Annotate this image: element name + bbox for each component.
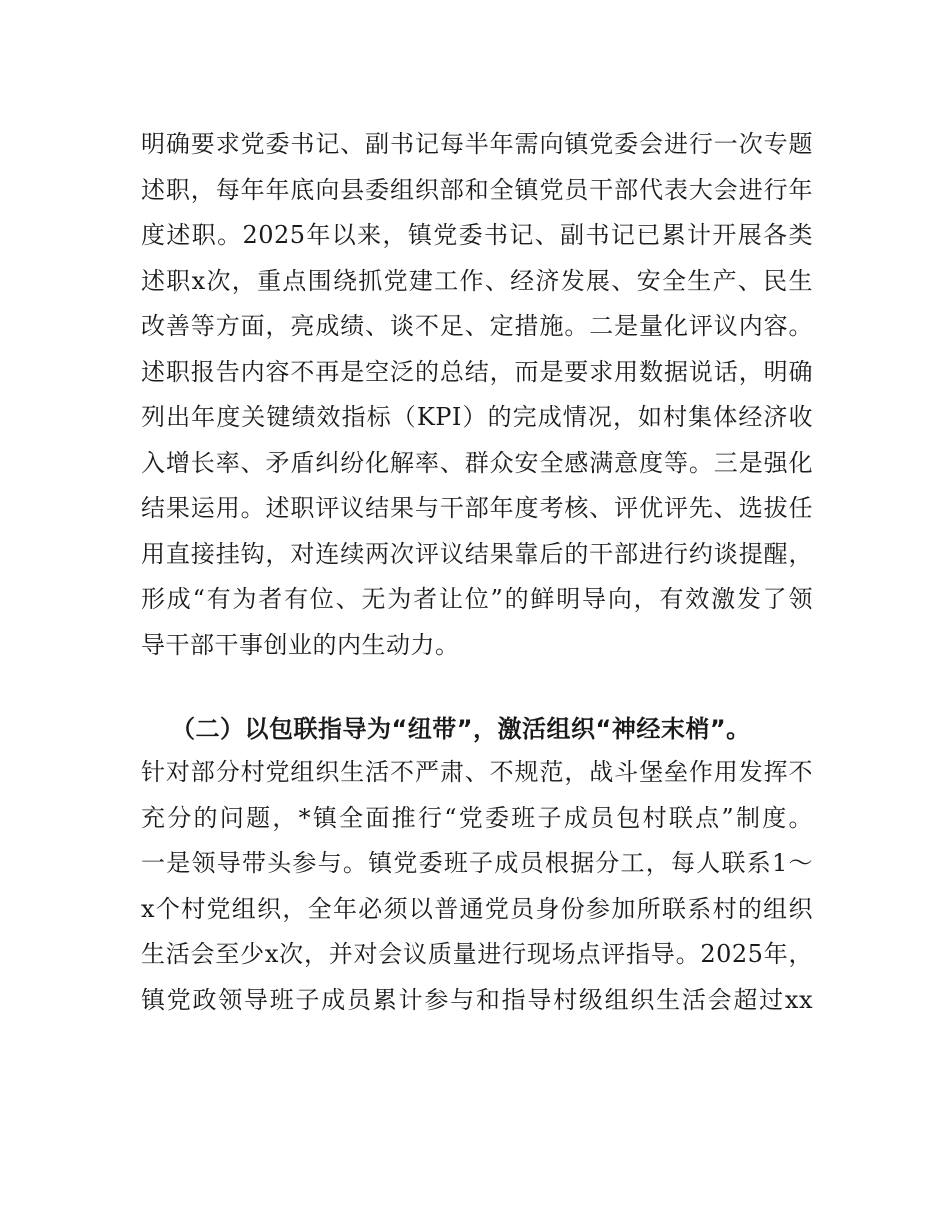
text-line: 导干部干事创业的内生动力。	[141, 630, 460, 659]
text-line: 结果运用。述职评议结果与干部年度考核、评优评先、选拔任	[141, 494, 813, 522]
text-line: 用直接挂钩，对连续两次评议结果靠后的干部进行约谈提醒，	[141, 539, 813, 568]
text-line: 度述职。2025年以来，镇党委书记、副书记已累计开展各类	[141, 221, 813, 249]
text-line: 生活会至少x次，并对会议质量进行现场点评指导。2025年，	[141, 940, 813, 968]
text-line: 入增长率、矛盾纠纷化解率、群众安全感满意度等。三是强化	[141, 448, 813, 477]
text-line: 形成“有为者有位、无为者让位”的鲜明导向，有效激发了领	[141, 585, 813, 613]
text-line: x个村党组织，全年必须以普通党员身份参加所联系村的组织	[141, 894, 813, 923]
text-line: 述职x次，重点围绕抓党建工作、经济发展、安全生产、民生	[141, 266, 813, 295]
text-line: 述职，每年年底向县委组织部和全镇党员干部代表大会进行年	[141, 175, 813, 204]
paragraph-1	[141, 122, 813, 668]
text-line: 充分的问题，*镇全面推行“党委班子成员包村联点”制度。	[141, 803, 813, 832]
section-heading: （二）以包联指导为“纽带”，激活组织“神经末梢”。	[171, 715, 751, 743]
paragraph-2	[141, 750, 813, 1023]
text-line: 列出年度关键绩效指标（KPI）的完成情况，如村集体经济收	[141, 403, 813, 431]
text-line: 明确要求党委书记、副书记每半年需向镇党委会进行一次专题	[141, 130, 813, 158]
section-2-heading-block	[141, 706, 813, 752]
text-line: 针对部分村党组织生活不严肃、不规范，战斗堡垒作用发挥不	[141, 758, 813, 786]
text-line: 镇党政领导班子成员累计参与和指导村级组织生活会超过xx	[141, 985, 813, 1014]
text-line: 改善等方面，亮成绩、谈不足、定措施。二是量化评议内容。	[141, 312, 813, 340]
text-line: 一是领导带头参与。镇党委班子成员根据分工，每人联系1～	[141, 849, 813, 877]
text-line: 述职报告内容不再是空泛的总结，而是要求用数据说话，明确	[141, 357, 813, 386]
